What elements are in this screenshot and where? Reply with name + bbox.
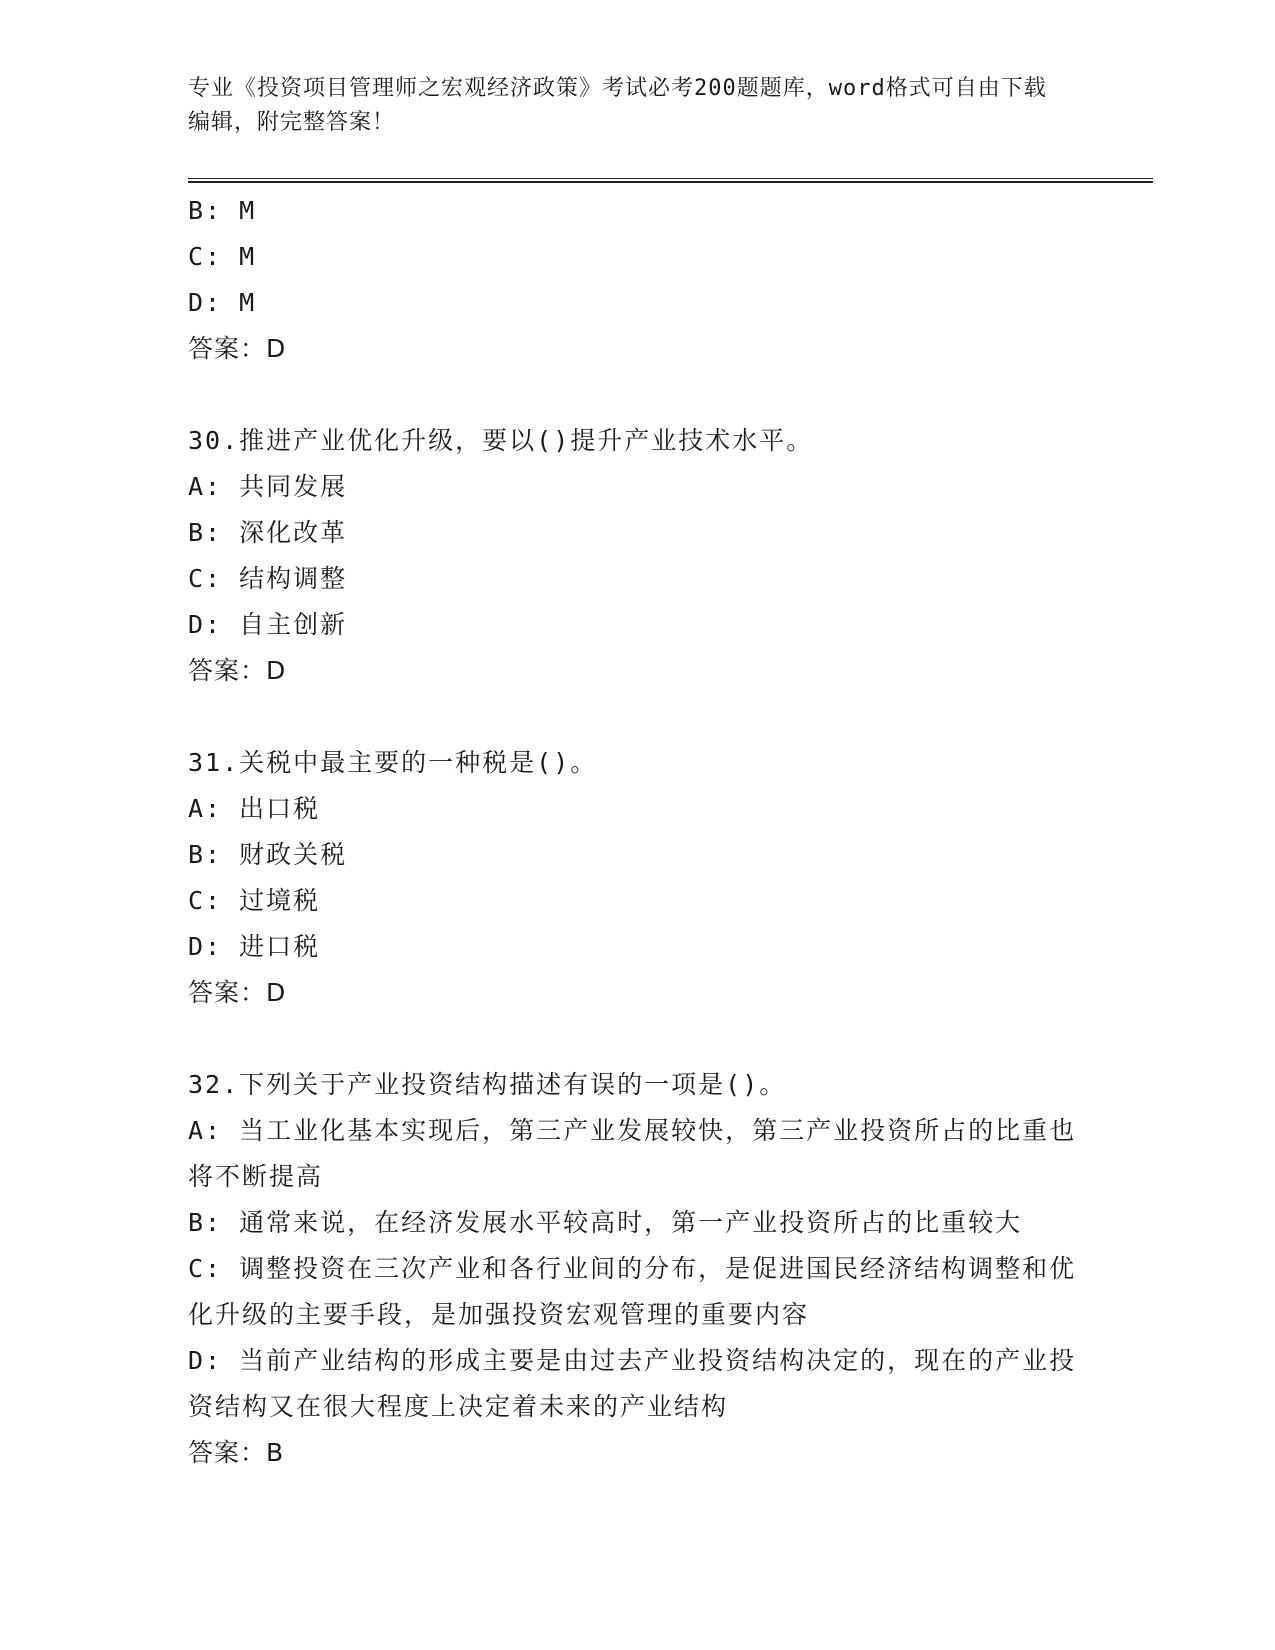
option-a: A: 当工业化基本实现后，第三产业发展较快，第三产业投资所占的比重也将不断提高	[188, 1116, 1077, 1191]
option-a: A: 出口税	[188, 794, 321, 823]
question-title: 31.关税中最主要的一种税是()。	[188, 748, 598, 777]
option-c: C: 过境税	[188, 886, 321, 915]
question-30	[188, 418, 1078, 694]
question-title: 32.下列关于产业投资结构描述有误的一项是()。	[188, 1070, 787, 1099]
option-d: D: 自主创新	[188, 610, 348, 639]
answer-line: 答案：D	[188, 656, 287, 685]
question-title: 30.推进产业优化升级，要以()提升产业技术水平。	[188, 426, 814, 455]
answer-line: 答案：D	[188, 334, 287, 363]
option-b: B: 财政关税	[188, 840, 348, 869]
option-b: B: M	[188, 196, 257, 225]
question-31	[188, 740, 1078, 1016]
header-rule	[188, 178, 1153, 183]
prev-question-tail	[188, 188, 1078, 372]
option-a: A: 共同发展	[188, 472, 348, 501]
spacer	[188, 372, 1078, 418]
option-c: C: 结构调整	[188, 564, 348, 593]
option-b: B: 通常来说，在经济发展水平较高时，第一产业投资所占的比重较大	[188, 1208, 1023, 1237]
question-32	[188, 1062, 1078, 1476]
answer-line: 答案：D	[188, 978, 287, 1007]
spacer	[188, 694, 1078, 740]
option-d: D: M	[188, 288, 257, 317]
option-c: C: 调整投资在三次产业和各行业间的分布，是促进国民经济结构调整和优化升级的主要手段，是加强投资宏观管理的重要内容	[188, 1254, 1077, 1329]
spacer	[188, 1016, 1078, 1062]
question-list	[188, 188, 1078, 1476]
option-c: C: M	[188, 242, 257, 271]
option-d: D: 当前产业结构的形成主要是由过去产业投资结构决定的，现在的产业投资结构又在很大程度上决定着未来的产业结构	[188, 1346, 1077, 1421]
option-b: B: 深化改革	[188, 518, 348, 547]
page-header: 专业《投资项目管理师之宏观经济政策》考试必考200题题库，word格式可自由下载编辑，附完整答案！	[188, 76, 1047, 135]
answer-line: 答案：B	[188, 1438, 285, 1467]
option-d: D: 进口税	[188, 932, 321, 961]
